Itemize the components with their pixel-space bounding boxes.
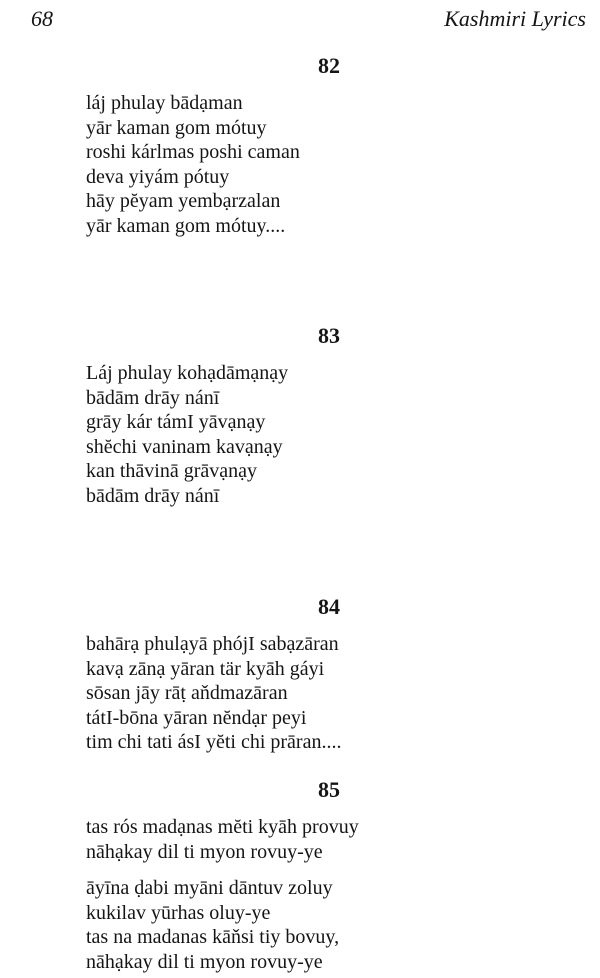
poem-line: āyīna ḍabi myāni dāntuv zoluy — [86, 877, 333, 899]
poem-lines — [86, 815, 566, 864]
poem-number: 83 — [318, 323, 340, 348]
poem-number: 85 — [318, 777, 340, 802]
poem-84 — [86, 594, 566, 755]
stanza-break — [86, 864, 566, 876]
poem-number: 84 — [318, 594, 340, 619]
poem-line: roshi kárlmas poshi caman — [86, 141, 300, 163]
poem-line: tim chi tati ásI yĕti chi prāran.... — [86, 731, 342, 753]
poem-line: kavạ zānạ yāran tär kyāh gáyi — [86, 657, 325, 680]
poem-lines — [86, 361, 566, 508]
poem-line: grāy kár támI yāvạnạy — [86, 411, 266, 433]
poem-85 — [86, 777, 566, 974]
page-number: 68 — [31, 6, 53, 31]
poem-line: yār kaman gom mótuy — [86, 116, 267, 139]
poem-line: kan thāvinā grāvạnạy — [86, 460, 258, 482]
poem-line: sōsan jāy rāṭ aňdmazāran — [86, 682, 288, 704]
poem-line: bahārạ phulạyā phójI sabạzāran — [86, 633, 339, 655]
poem-82 — [86, 53, 566, 238]
poem-83 — [86, 323, 566, 508]
poem-line: yār kaman gom mótuy.... — [86, 214, 286, 237]
poem-line: bādām drāy nánī — [86, 386, 220, 409]
poem-line: bādām drāy nánī — [86, 484, 220, 507]
poem-line: nāhạkay dil ti myon rovuy-ye — [86, 950, 323, 973]
poem-lines — [86, 91, 566, 238]
poem-number: 82 — [318, 53, 340, 78]
running-title: Kashmiri Lyrics — [444, 6, 586, 31]
poem-line: Láj phulay kohạdāmạnạy — [86, 362, 289, 384]
poem-line: hāy pĕyam yembạrzalan — [86, 190, 281, 212]
poem-line: kukilav yūrhas oluy-ye — [86, 901, 271, 924]
poem-line: láj phulay bādạman — [86, 92, 243, 114]
poem-line: shĕchi vaninam kavạnạy — [86, 435, 283, 458]
poem-line: deva yiyám pótuy — [86, 165, 230, 188]
poem-line: tas rós madạnas mĕti kyāh provuy — [86, 816, 359, 838]
poem-lines — [86, 876, 566, 974]
poem-line: tátI-bōna yāran nĕndạr peyi — [86, 706, 307, 729]
poem-lines — [86, 632, 566, 755]
poem-line: nāhạkay dil ti myon rovuy-ye — [86, 840, 323, 863]
poem-line: tas na madanas kāňsi tiy bovuy, — [86, 926, 340, 948]
